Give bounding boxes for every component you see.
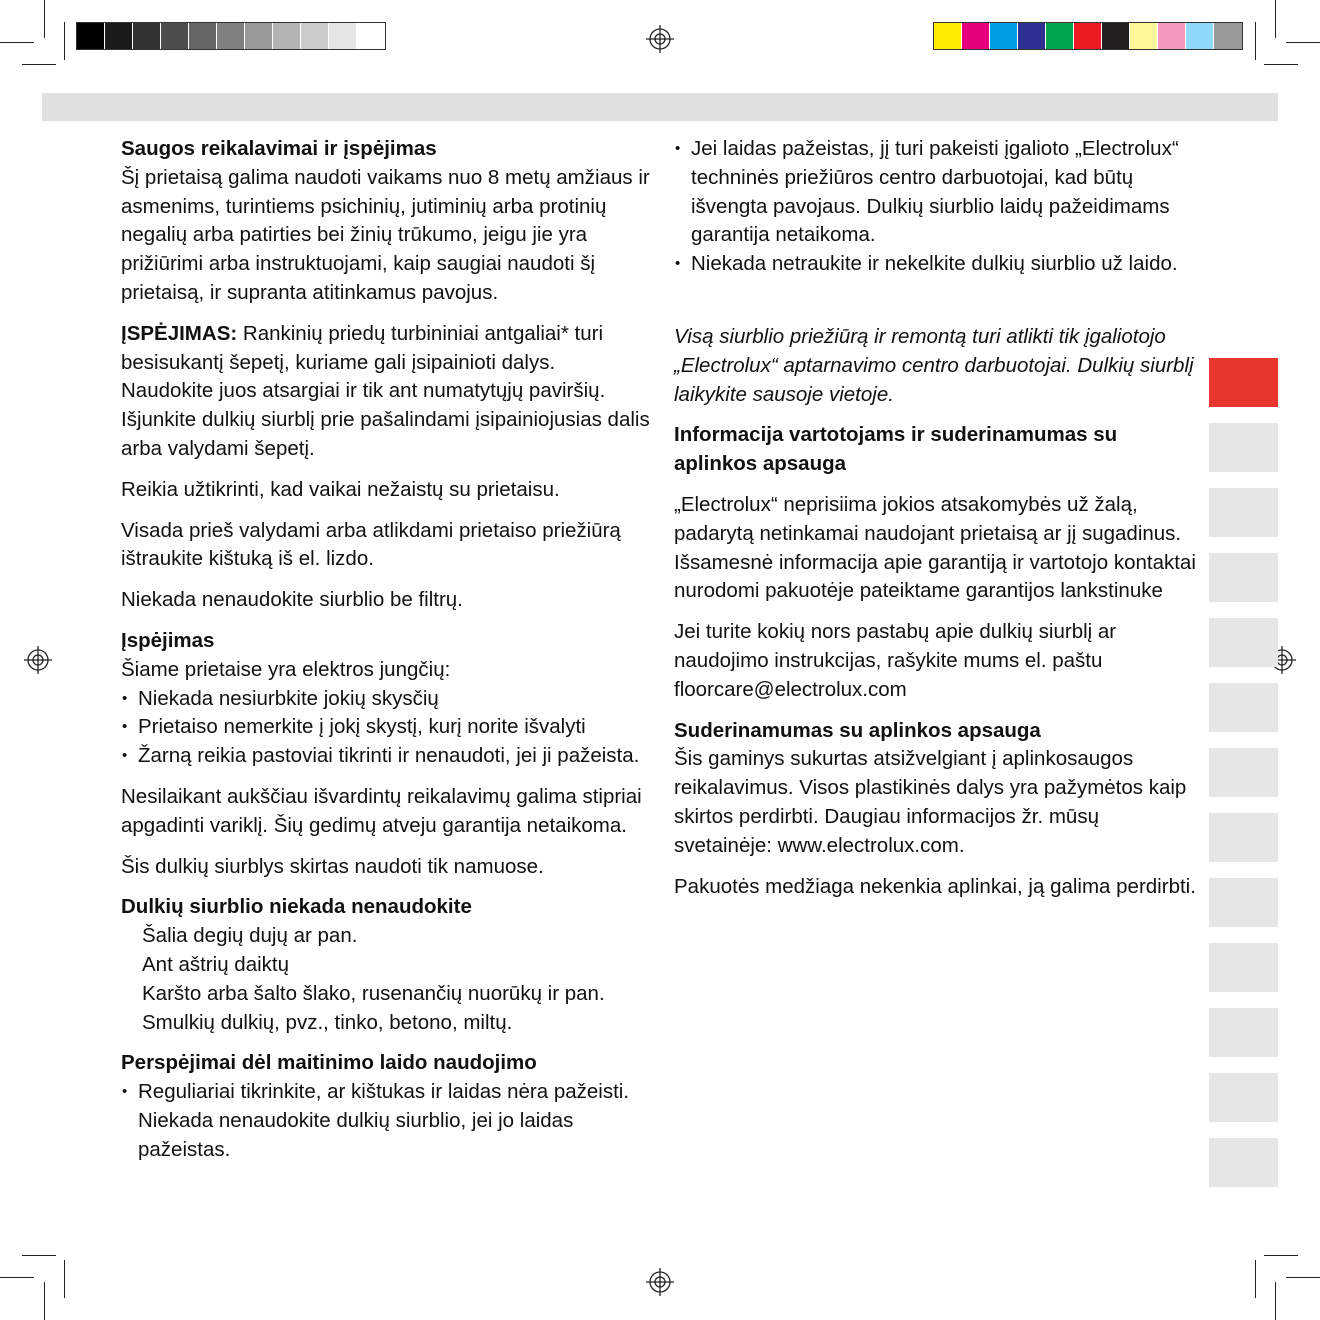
crop-mark	[1286, 1277, 1320, 1278]
color-swatch	[133, 23, 161, 49]
color-swatch	[934, 23, 962, 49]
color-swatch	[1102, 23, 1130, 49]
section-title: Saugos reikalavimai ir įspėjimas	[121, 137, 437, 160]
crop-mark	[1275, 0, 1276, 38]
section-title: Perspėjimai dėl maitinimo laido naudojimo	[121, 1051, 537, 1075]
registration-mark-icon	[646, 25, 674, 53]
list-item: • Prietaiso nemerkite į jokį skystį, kurį norite išvalyti	[121, 713, 651, 742]
color-swatch	[1214, 23, 1242, 49]
list-item: Smulkių dulkių, pvz., tinko, betono, miltų.	[142, 1010, 513, 1034]
crop-mark	[1286, 42, 1320, 43]
color-swatch	[189, 23, 217, 49]
crop-mark	[0, 42, 34, 43]
side-tab	[1209, 943, 1278, 992]
crop-mark	[22, 1255, 56, 1256]
color-swatch	[990, 23, 1018, 49]
section-title: Informacija vartotojams ir suderinamumas su aplinkos apsauga	[674, 423, 1118, 476]
warning-label: ĮSPĖJIMAS:	[121, 321, 238, 345]
paragraph: Pakuotės medžiaga nekenkia aplinkai, ją galima perdirbti.	[674, 874, 1196, 898]
paragraph: Šiame prietaise yra elektros jungčių:	[121, 657, 451, 681]
color-swatch	[77, 23, 105, 49]
paragraph: Šis dulkių siurblys skirtas naudoti tik namuose.	[121, 854, 544, 878]
left-column	[121, 135, 651, 1165]
list-item: • Reguliariai tikrinkite, ar kištukas ir laidas nėra pažeisti. Niekada nenaudokite dulkių siurblio, jei jo laidas pažeistas.	[121, 1078, 651, 1164]
color-swatch	[245, 23, 273, 49]
paragraph: Reikia užtikrinti, kad vaikai nežaistų su prietaisu.	[121, 477, 560, 501]
color-swatch	[1018, 23, 1046, 49]
paragraph: Nesilaikant aukščiau išvardintų reikalavimų galima stipriai apgadinti variklį. Šių gedimų atveju garantija netaikoma.	[121, 784, 642, 837]
list-item: Karšto arba šalto šlako, rusenančių nuorūkų ir pan.	[142, 981, 605, 1005]
crop-mark	[64, 22, 65, 60]
color-swatch	[1130, 23, 1158, 49]
color-swatch	[962, 23, 990, 49]
paragraph: „Electrolux“ neprisiima jokios atsakomybės už žalą, padarytą netinkamai naudojant prietaisą ar jį sugadinus. Išsamesnė informacija apie garantiją ir vartotojo kontaktai nurodomi pakuotėje pateiktame garantijos lankstinuke	[674, 492, 1196, 603]
color-swatch	[329, 23, 357, 49]
color-swatch	[217, 23, 245, 49]
paragraph: Niekada nenaudokite siurblio be filtrų.	[121, 588, 463, 612]
crop-mark	[1275, 1282, 1276, 1320]
crop-mark	[1255, 22, 1256, 60]
section-title: Dulkių siurblio niekada nenaudokite	[121, 895, 472, 919]
crop-mark	[1264, 64, 1298, 65]
list-item: • Niekada netraukite ir nekelkite dulkių siurblio už laido.	[674, 250, 1202, 279]
crop-mark	[22, 64, 56, 65]
color-swatch	[301, 23, 329, 49]
list-item: • Niekada nesiurbkite jokių skysčių	[121, 685, 651, 714]
list-item: • Žarną reikia pastoviai tikrinti ir nenaudoti, jei ji pažeista.	[121, 742, 651, 771]
registration-mark-icon	[24, 646, 52, 674]
crop-mark	[1255, 1260, 1256, 1298]
side-tab	[1209, 1008, 1278, 1057]
paragraph: Šis gaminys sukurtas atsižvelgiant į aplinkosaugos reikalavimus. Visos plastikinės dalys yra pažymėtos kaip skirtos perdirbti. Daugiau informacijos žr. mūsų svetainėje: www.electrolux.com.	[674, 747, 1187, 857]
side-tab	[1209, 1073, 1278, 1122]
color-swatch	[105, 23, 133, 49]
color-swatch	[1158, 23, 1186, 49]
section-title: Suderinamumas su aplinkos apsauga	[674, 718, 1041, 742]
paragraph: Visada prieš valydami arba atlikdami prietaiso priežiūrą ištraukite kištuką iš el. lizdo.	[121, 518, 621, 571]
side-tab	[1209, 423, 1278, 472]
right-column	[674, 135, 1202, 901]
side-tab	[1209, 1138, 1278, 1187]
color-swatch	[273, 23, 301, 49]
grayscale-color-bar	[76, 22, 386, 50]
paragraph: Šį prietaisą galima naudoti vaikams nuo 8 metų amžiaus ir asmenims, turintiems psichinių, jutiminių arba protinių negalių arba patirties bei žinių trūkumo, jeigu jie yra prižiūrimi arba instruktuojami, kaip saugiai naudoti šį prietaisą, ir supranta atitinkamus pavojus.	[121, 165, 650, 304]
side-tab	[1209, 878, 1278, 927]
warning-paragraph	[121, 320, 651, 464]
header-band	[42, 93, 1278, 121]
crop-mark	[44, 1282, 45, 1320]
section-title: Įspėjimas	[121, 628, 215, 652]
crop-mark	[0, 1277, 34, 1278]
side-tab	[1209, 683, 1278, 732]
side-tab-active	[1209, 358, 1278, 407]
list-item: Šalia degių dujų ar pan.	[142, 924, 358, 948]
paragraph: Jei turite kokių nors pastabų apie dulkių siurblį ar naudojimo instrukcijas, rašykite mums el. paštu floorcare@electrolux.com	[674, 620, 1117, 701]
crop-mark	[1264, 1255, 1298, 1256]
side-tab	[1209, 618, 1278, 667]
registration-mark-icon	[646, 1268, 674, 1296]
color-swatch	[1074, 23, 1102, 49]
color-swatch	[357, 23, 385, 49]
warning-text: Rankinių priedų turbininiai antgaliai* turi besisukantį šepetį, kuriame gali įsipainioti dalys. Naudokite juos atsargiai ir tik ant numatytųjų paviršių. Išjunkite dulkių siurblį prie pašalindami įsipainiojusias dalis arba valydami šepetį.	[121, 321, 650, 460]
side-tab	[1209, 813, 1278, 862]
side-tab	[1209, 553, 1278, 602]
list-item: Ant aštrių daiktų	[142, 952, 289, 976]
crop-mark	[44, 0, 45, 38]
color-swatch	[1186, 23, 1214, 49]
crop-mark	[64, 1260, 65, 1298]
italic-note: Visą siurblio priežiūrą ir remontą turi atlikti tik įgaliotojo „Electrolux“ aptarnavimo centro darbuotojai. Dulkių siurblį laikykite sausoje vietoje.	[674, 324, 1194, 406]
color-swatch	[1046, 23, 1074, 49]
language-tabs	[1209, 358, 1278, 1203]
side-tab	[1209, 748, 1278, 797]
side-tab	[1209, 488, 1278, 537]
list-item: • Jei laidas pažeistas, jį turi pakeisti įgalioto „Electrolux“ techninės priežiūros centro darbuotojai, kad būtų išvengta pavojaus. Dulkių siurblio laidų pažeidimams garantija netaikoma.	[674, 135, 1202, 250]
cmyk-color-bar	[933, 22, 1243, 50]
color-swatch	[161, 23, 189, 49]
